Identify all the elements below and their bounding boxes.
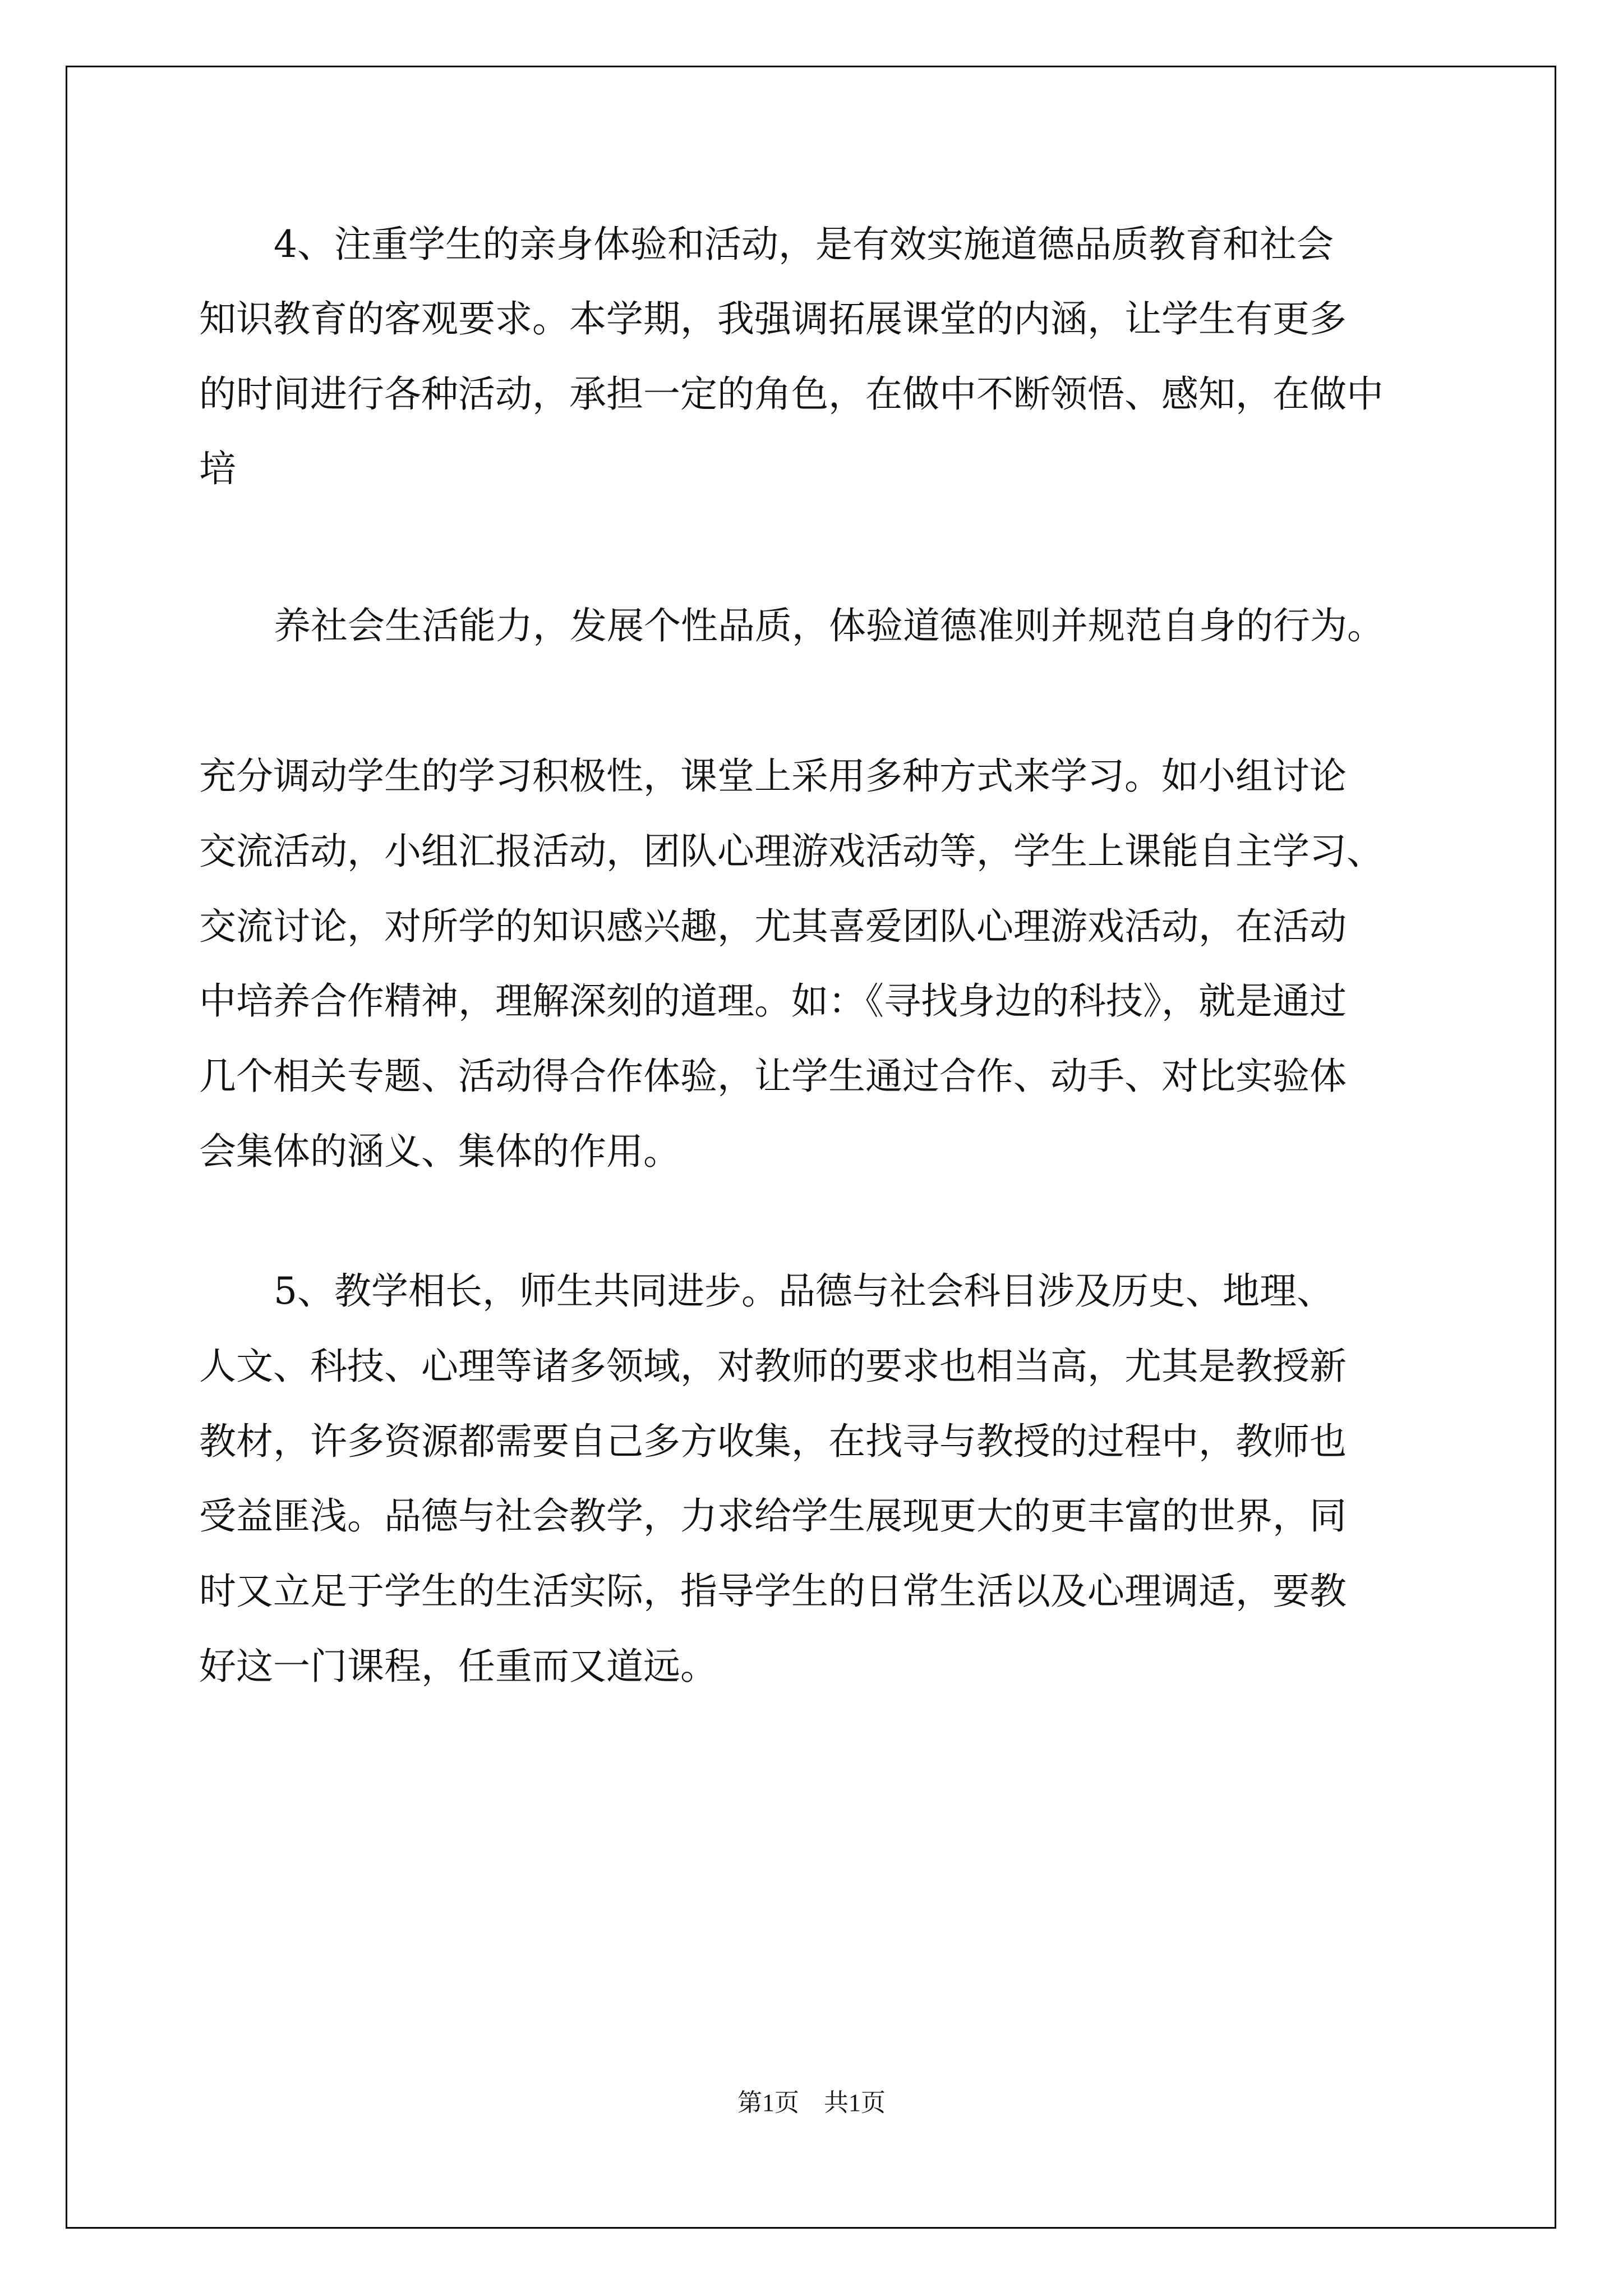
paragraph-line: 培 [199,447,236,490]
paragraph-line: 交流讨论，对所学的知识感兴趣，尤其喜爱团队心理游戏活动，在活动 [199,905,1347,948]
paragraph-line: 4、注重学生的亲身体验和活动，是有效实施道德品质教育和社会 [274,223,1334,266]
paragraph-line: 人文、科技、心理等诸多领域，对教师的要求也相当高，尤其是教授新 [199,1345,1347,1388]
paragraph-line: 知识教育的客观要求。本学期，我强调拓展课堂的内涵，让学生有更多 [199,297,1347,341]
paragraph-line: 的时间进行各种活动，承担一定的角色，在做中不断领悟、感知，在做中 [199,372,1384,416]
paragraph-line: 中培养合作精神，理解深刻的道理。如：《寻找身边的科技》，就是通过 [199,979,1347,1023]
paragraph-line: 养社会生活能力，发展个性品质，体验道德准则并规范自身的行为。 [274,604,1384,647]
paragraph-line: 充分调动学生的学习积极性，课堂上采用多种方式来学习。如小组讨论 [199,754,1347,798]
paragraph-line: 受益匪浅。品德与社会教学，力求给学生展现更大的更丰富的世界，同 [199,1494,1347,1538]
paragraph-line: 5、教学相长，师生共同进步。品德与社会科目涉及历史、地理、 [274,1269,1334,1313]
paragraph-line: 几个相关专题、活动得合作体验，让学生通过合作、动手、对比实验体 [199,1055,1347,1098]
paragraph-line: 教材，许多资源都需要自己多方收集，在找寻与教授的过程中，教师也 [199,1420,1347,1463]
page-footer: 第1页 共1页 [737,2089,886,2116]
paragraph-line: 时又立足于学生的生活实际，指导学生的日常生活以及心理调适，要教 [199,1570,1347,1613]
paragraph-line: 好这一门课程，任重而又道远。 [199,1645,717,1688]
paragraph-line: 会集体的涵义、集体的作用。 [199,1130,680,1173]
paragraph-line: 交流活动，小组汇报活动，团队心理游戏活动等，学生上课能自主学习、 [199,830,1384,873]
